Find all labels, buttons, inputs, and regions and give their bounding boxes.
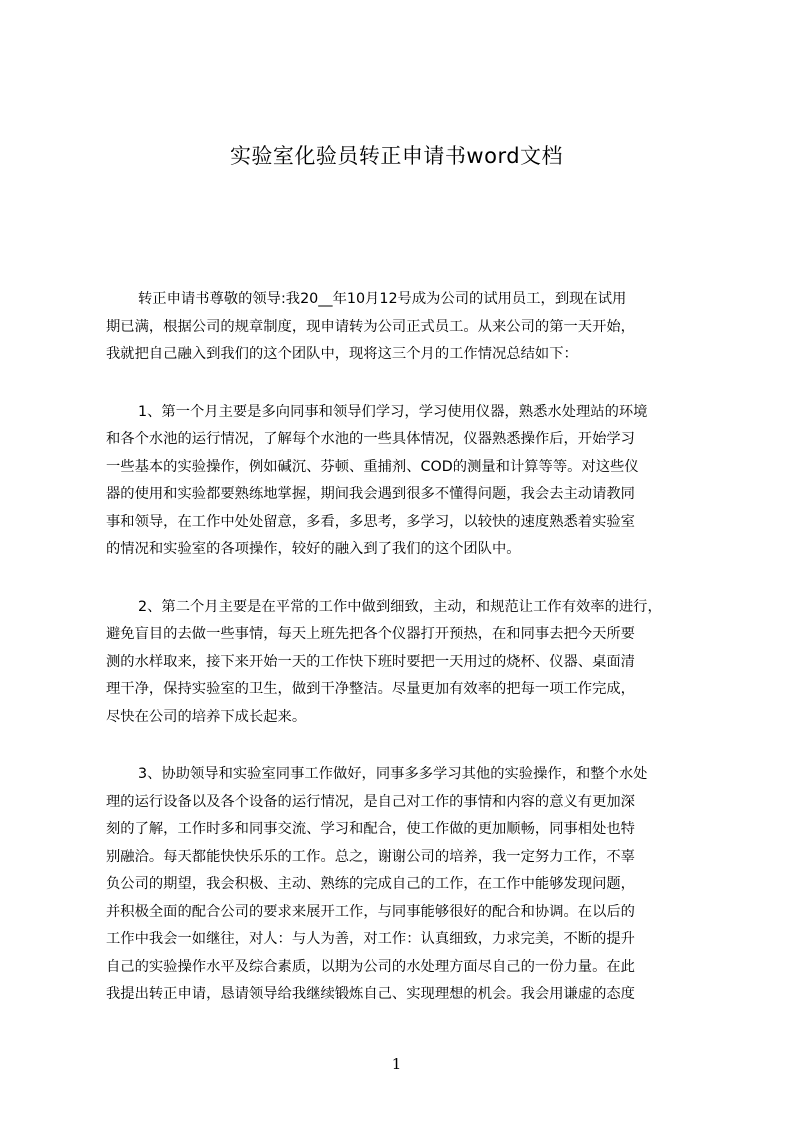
document-title: 实验室化验员转正申请书word文档	[229, 144, 564, 168]
text-line: 一些基本的实验操作，例如碱沉、芬顿、重捕剂、COD的测量和计算等等。对这些仪	[106, 458, 639, 475]
paragraph-month-3	[106, 761, 716, 1009]
paragraph-month-2	[106, 594, 716, 732]
text-line: 并积极全面的配合公司的要求来展开工作，与同事能够很好的配合和协调。在以后的	[106, 903, 635, 920]
text-line: 负公司的期望，我会积极、主动、熟练的完成自己的工作，在工作中能够发现问题，	[106, 876, 635, 892]
text-line: 1、第一个月主要是多向同事和领导们学习，学习使用仪器，熟悉水处理站的环境	[138, 403, 648, 420]
paragraph-month-1	[106, 399, 716, 564]
text-line: 2、第二个月主要是在平常的工作中做到细致，主动，和规范让工作有效率的进行，	[138, 598, 662, 615]
text-line: 器的使用和实验都要熟练地掌握，期间我会遇到很多不懂得问题，我会去主动请教同	[106, 486, 635, 502]
text-line: 工作中我会一如继往，对人：与人为善，对工作：认真细致，力求完美，不断的提升	[106, 931, 635, 947]
text-line: 避免盲目的去做一些事情，每天上班先把各个仪器打开预热，在和同事去把今天所要	[106, 626, 635, 642]
paragraph-intro	[106, 286, 716, 369]
document-body	[106, 286, 716, 1039]
text-line: 我提出转正申请，恳请领导给我继续锻炼自己、实现理想的机会。我会用谦虚的态度	[106, 986, 635, 1002]
text-line: 期已满，根据公司的规章制度，现申请转为公司正式员工。从来公司的第一天开始，	[106, 318, 635, 335]
text-line: 理干净，保持实验室的卫生，做到干净整洁。尽量更加有效率的把每一项工作完成，	[106, 681, 635, 697]
text-line: 理的运行设备以及各个设备的运行情况，是自己对工作的事情和内容的意义有更加深	[106, 793, 635, 810]
text-line: 事和领导，在工作中处处留意，多看，多思考，多学习，以较快的速度熟悉着实验室	[106, 513, 635, 530]
text-line: 测的水样取来，接下来开始一天的工作快下班时要把一天用过的烧杯、仪器、桌面清	[106, 653, 635, 670]
text-line: 自己的实验操作水平及综合素质，以期为公司的水处理方面尽自己的一份力量。在此	[106, 958, 635, 975]
text-line: 转正申请书尊敬的领导:我20__年10月12号成为公司的试用员工，到现在试用	[138, 291, 627, 307]
text-line: 的情况和实验室的各项操作，较好的融入到了我们的这个团队中。	[106, 541, 521, 557]
page-number: 1	[391, 1055, 402, 1073]
text-line: 我就把自己融入到我们的这个团队中，现将这三个月的工作情况总结如下：	[106, 346, 578, 362]
text-line: 和各个水池的运行情况，了解每个水池的一些具体情况，仪器熟悉操作后，开始学习	[106, 431, 635, 447]
text-line: 别融洽。每天都能快快乐乐的工作。总之，谢谢公司的培养，我一定努力工作，不辜	[106, 848, 635, 865]
text-line: 3、协助领导和实验室同事工作做好，同事多多学习其他的实验操作，和整个水处	[138, 766, 648, 782]
text-line: 刻的了解，工作时多和同事交流、学习和配合，使工作做的更加顺畅，同事相处也特	[106, 821, 635, 837]
text-line: 尽快在公司的培养下成长起来。	[106, 708, 307, 725]
